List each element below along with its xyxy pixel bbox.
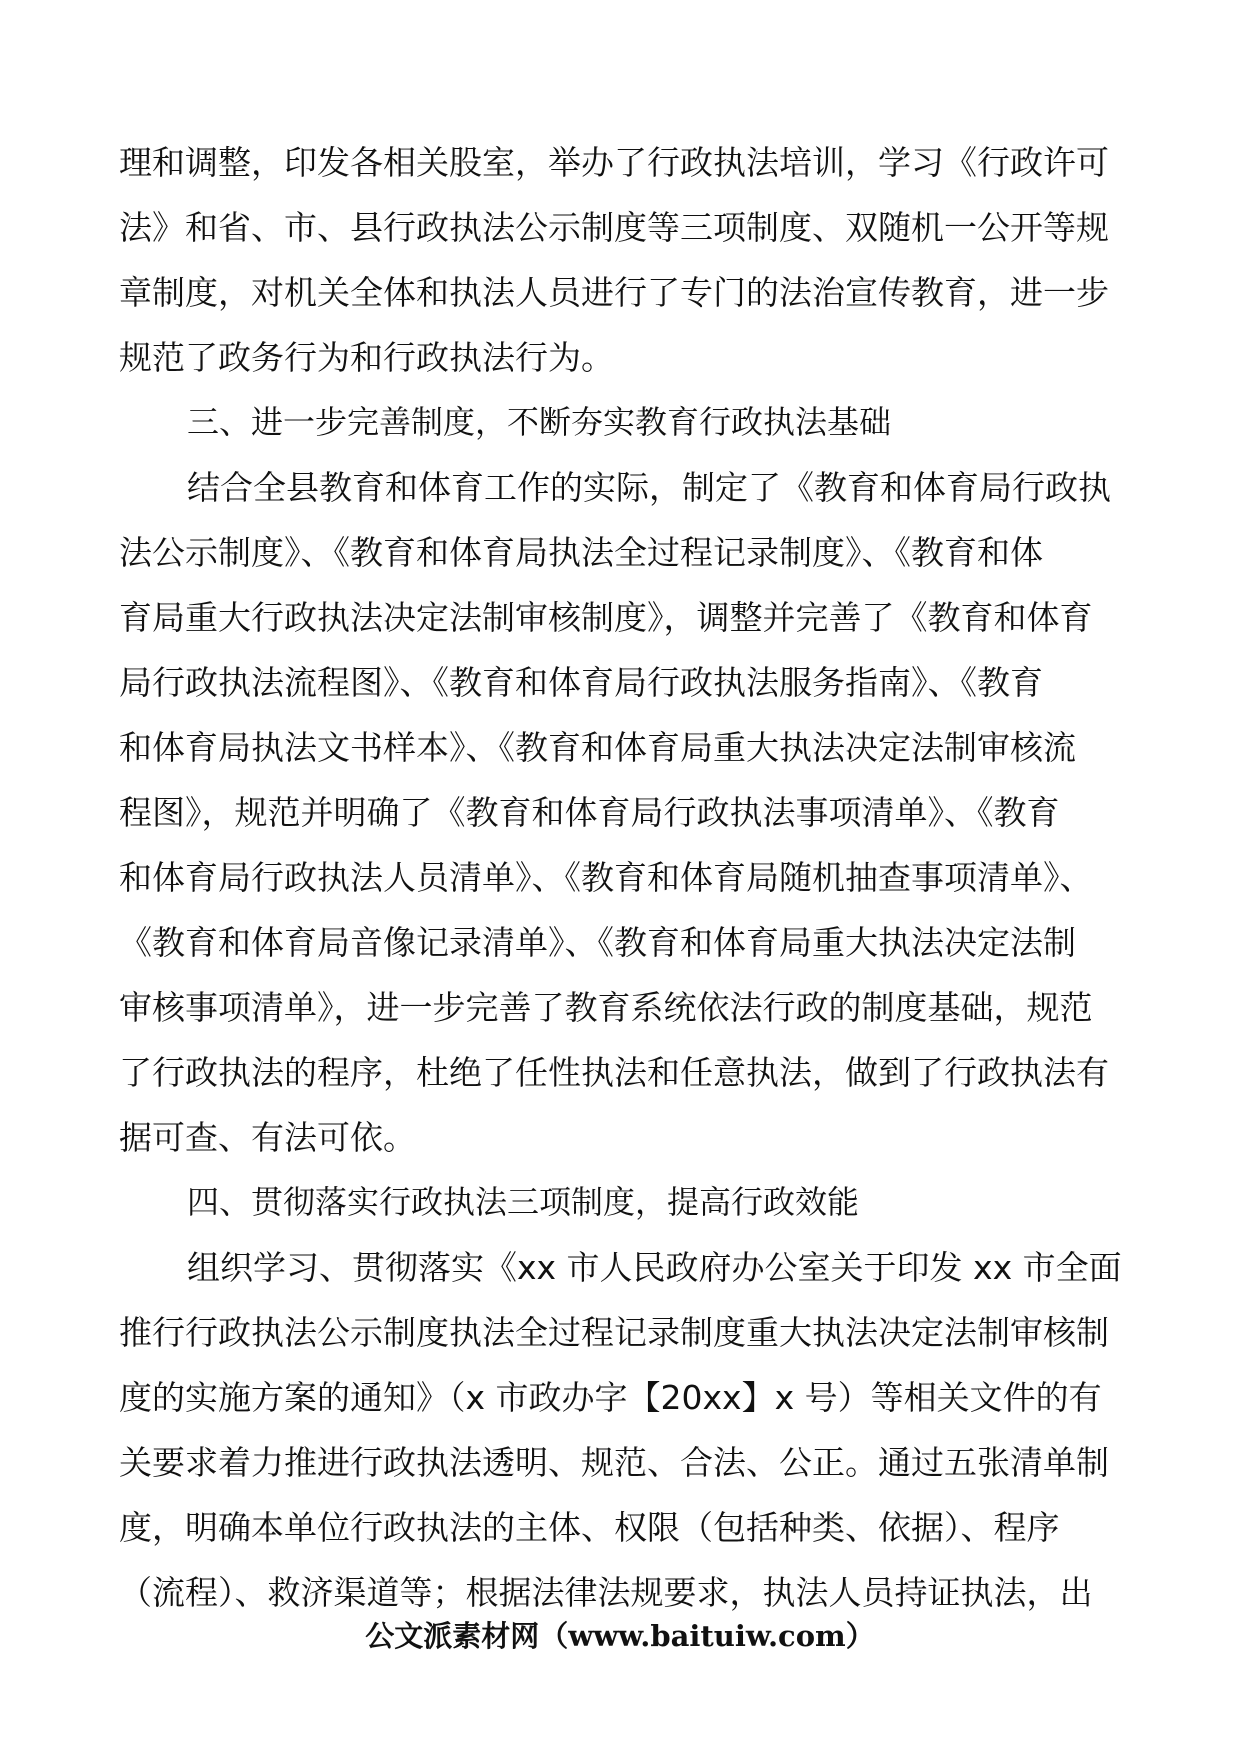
body-line: 法》和省、市、县行政执法公示制度等三项制度、双随机一公开等规: [119, 208, 1109, 247]
body-line: （流程）、救济渠道等；根据法律法规要求，执法人员持证执法，出: [119, 1573, 1093, 1612]
body-line: 了行政执法的程序，杜绝了任性执法和任意执法，做到了行政执法有: [119, 1053, 1109, 1092]
body-line: 推行行政执法公示制度执法全过程记录制度重大执法决定法制审核制: [119, 1313, 1109, 1352]
body-line: 章制度，对机关全体和执法人员进行了专门的法治宣传教育，进一步: [119, 273, 1109, 312]
body-line: 关要求着力推进行政执法透明、规范、合法、公正。通过五张清单制: [119, 1443, 1109, 1482]
body-line: 审核事项清单》，进一步完善了教育系统依法行政的制度基础，规范: [119, 988, 1093, 1027]
section-heading-3: 三、进一步完善制度，不断夯实教育行政执法基础: [187, 403, 892, 441]
document-body: [119, 130, 1129, 1625]
body-line: 和体育局执法文书样本》、《教育和体育局重大执法决定法制审核流: [119, 728, 1076, 767]
body-line: 法公示制度》、《教育和体育局执法全过程记录制度》、《教育和体: [119, 533, 1043, 572]
section-heading-4: 四、贯彻落实行政执法三项制度，提高行政效能: [187, 1183, 860, 1221]
body-line: 规范了政务行为和行政执法行为。: [119, 338, 614, 377]
body-line: 程图》，规范并明确了《教育和体育局行政执法事项清单》、《教育: [119, 793, 1060, 832]
footer-watermark-text: 公文派素材网（www.baituiw.com）: [365, 1619, 875, 1653]
body-line: 理和调整，印发各相关股室，举办了行政执法培训，学习《行政许可: [119, 143, 1109, 182]
body-line: 度的实施方案的通知》（x 市政办字【20xx】x 号）等相关文件的有: [119, 1378, 1102, 1417]
body-line: 局行政执法流程图》、《教育和体育局行政执法服务指南》、《教育: [119, 663, 1043, 702]
body-line: 组织学习、贯彻落实《xx 市人民政府办公室关于印发 xx 市全面: [187, 1248, 1122, 1287]
body-line: 据可查、有法可依。: [119, 1118, 416, 1157]
body-line: 度，明确本单位行政执法的主体、权限（包括种类、依据）、程序: [119, 1508, 1060, 1547]
body-line: 和体育局行政执法人员清单》、《教育和体育局随机抽查事项清单》、: [119, 858, 1093, 897]
body-line: 结合全县教育和体育工作的实际，制定了《教育和体育局行政执: [187, 468, 1111, 507]
body-line: 育局重大行政执法决定法制审核制度》，调整并完善了《教育和体育: [119, 598, 1093, 637]
body-line: 《教育和体育局音像记录清单》、《教育和体育局重大执法决定法制: [119, 923, 1076, 962]
